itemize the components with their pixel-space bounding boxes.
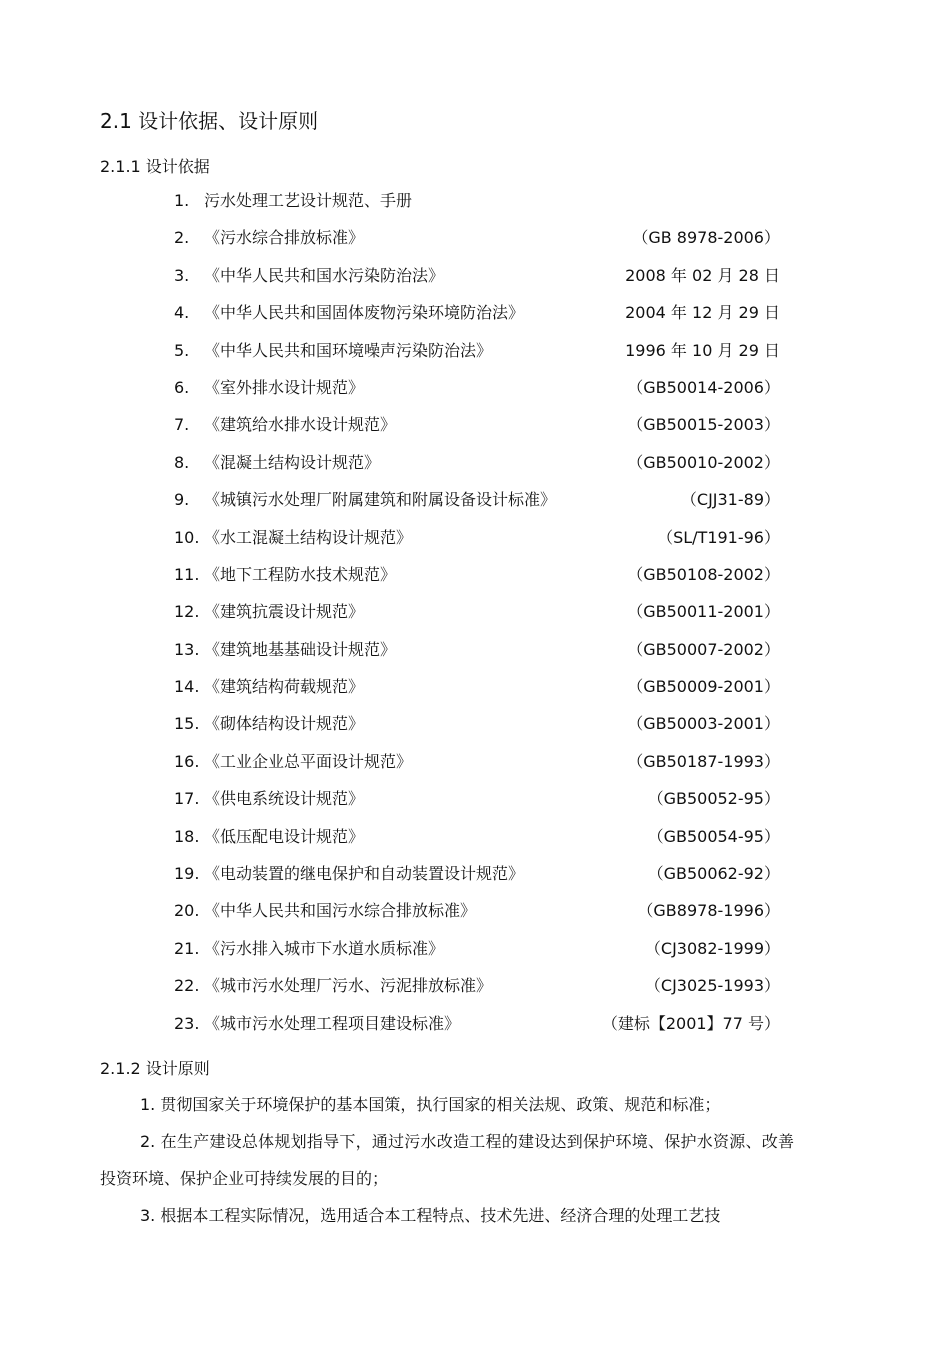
reference-number: 13. — [174, 639, 200, 659]
reference-number: 18. — [174, 826, 200, 846]
principle-item: 1. 贯彻国家关于环境保护的基本国策，执行国家的相关法规、政策、规范和标准； — [140, 1095, 721, 1114]
reference-standard: 2008 年 02 月 28 日 — [625, 265, 780, 285]
reference-title: 污水处理工艺设计规范、手册 — [204, 191, 413, 210]
reference-item — [0, 971, 950, 1008]
reference-list — [0, 186, 950, 1046]
principles-list — [100, 1086, 794, 1234]
reference-number: 15. — [174, 714, 200, 734]
reference-item — [0, 560, 950, 597]
reference-title: 《污水综合排放标准》 — [204, 228, 365, 248]
reference-number: 3. — [174, 265, 190, 285]
reference-item — [0, 298, 950, 335]
reference-title: 《水工混凝土结构设计规范》 — [204, 527, 413, 547]
reference-title: 《建筑抗震设计规范》 — [204, 602, 365, 622]
reference-item — [0, 223, 950, 260]
reference-number: 21. — [174, 938, 200, 958]
reference-title: 《城镇污水处理厂附属建筑和附属设备设计标准》 — [204, 490, 557, 510]
reference-standard: （GB50015-2003） — [627, 415, 780, 435]
reference-standard: （GB50187-1993） — [627, 751, 780, 771]
reference-title: 《中华人民共和国环境噪声污染防治法》 — [204, 340, 493, 360]
reference-title: 《地下工程防水技术规范》 — [204, 564, 397, 584]
reference-standard: （GB50054-95） — [647, 826, 780, 846]
reference-item — [0, 410, 950, 447]
reference-standard: （CJ3025-1993） — [644, 976, 780, 996]
reference-item — [0, 336, 950, 373]
design-principles-heading: 2.1.2 设计原则 — [100, 1059, 210, 1078]
reference-title: 《中华人民共和国固体废物污染环境防治法》 — [204, 303, 525, 323]
reference-number: 2. — [174, 228, 190, 248]
reference-item — [0, 747, 950, 784]
reference-item — [0, 934, 950, 971]
reference-item — [0, 1009, 950, 1046]
reference-number: 6. — [174, 377, 190, 397]
reference-standard: （GB50007-2002） — [627, 639, 780, 659]
design-basis-heading: 2.1.1 设计依据 — [100, 157, 210, 176]
reference-item — [0, 186, 950, 223]
reference-number: 20. — [174, 901, 200, 921]
reference-title: 《中华人民共和国污水综合排放标准》 — [204, 901, 477, 921]
reference-standard: （GB50011-2001） — [627, 602, 780, 622]
reference-item — [0, 485, 950, 522]
reference-item — [0, 672, 950, 709]
principle-item: 2. 在生产建设总体规划指导下，通过污水改造工程的建设达到保护环境、保护水资源、改善投资环境、保护企业可持续发展的目的； — [100, 1132, 794, 1188]
reference-number: 4. — [174, 303, 190, 323]
section-title: 2.1 设计依据、设计原则 — [100, 109, 319, 133]
principle-item: 3. 根据本工程实际情况，选用适合本工程特点、技术先进、经济合理的处理工艺技 — [140, 1206, 721, 1225]
reference-standard: 1996 年 10 月 29 日 — [625, 340, 780, 360]
reference-title: 《低压配电设计规范》 — [204, 826, 365, 846]
reference-number: 5. — [174, 340, 190, 360]
reference-standard: （SL/T191-96） — [657, 527, 780, 547]
reference-standard: （GB8978-1996） — [637, 901, 780, 921]
reference-title: 《砌体结构设计规范》 — [204, 714, 365, 734]
reference-item — [0, 709, 950, 746]
reference-standard: （GB50108-2002） — [627, 564, 780, 584]
reference-number: 7. — [174, 415, 190, 435]
reference-standard: （CJJ31-89） — [680, 490, 780, 510]
reference-title: 《污水排入城市下水道水质标准》 — [204, 938, 445, 958]
reference-standard: （GB50062-92） — [647, 864, 780, 884]
reference-standard: （CJ3082-1999） — [644, 938, 780, 958]
reference-title: 《城市污水处理厂污水、污泥排放标准》 — [204, 976, 493, 996]
reference-number: 9. — [174, 490, 190, 510]
reference-standard: （建标【2001】77 号） — [601, 1013, 780, 1033]
reference-title: 《建筑地基基础设计规范》 — [204, 639, 397, 659]
reference-title: 《城市污水处理工程项目建设标准》 — [204, 1013, 461, 1033]
reference-number: 10. — [174, 527, 200, 547]
reference-number: 16. — [174, 751, 200, 771]
reference-title: 《混凝土结构设计规范》 — [204, 452, 381, 472]
reference-standard: （GB50003-2001） — [627, 714, 780, 734]
reference-title: 《供电系统设计规范》 — [204, 789, 365, 809]
reference-item — [0, 822, 950, 859]
reference-title: 《室外排水设计规范》 — [204, 377, 365, 397]
reference-item — [0, 784, 950, 821]
reference-item — [0, 523, 950, 560]
reference-standard: （GB 8978-2006） — [632, 228, 780, 248]
reference-title: 《建筑结构荷载规范》 — [204, 677, 365, 697]
reference-number: 22. — [174, 976, 200, 996]
reference-standard: （GB50052-95） — [647, 789, 780, 809]
reference-standard: （GB50014-2006） — [627, 377, 780, 397]
reference-item — [0, 896, 950, 933]
reference-number: 11. — [174, 564, 200, 584]
reference-title: 《中华人民共和国水污染防治法》 — [204, 265, 445, 285]
reference-item — [0, 373, 950, 410]
reference-standard: （GB50010-2002） — [627, 452, 780, 472]
reference-standard: 2004 年 12 月 29 日 — [625, 303, 780, 323]
reference-item — [0, 448, 950, 485]
reference-item — [0, 635, 950, 672]
reference-number: 17. — [174, 789, 200, 809]
reference-item — [0, 261, 950, 298]
reference-item — [0, 859, 950, 896]
reference-title: 《建筑给水排水设计规范》 — [204, 415, 397, 435]
reference-item — [0, 597, 950, 634]
reference-number: 12. — [174, 602, 200, 622]
reference-number: 19. — [174, 864, 200, 884]
reference-title: 《工业企业总平面设计规范》 — [204, 751, 413, 771]
reference-number: 1. — [174, 191, 190, 210]
reference-number: 8. — [174, 452, 190, 472]
reference-title: 《电动装置的继电保护和自动装置设计规范》 — [204, 864, 525, 884]
reference-standard: （GB50009-2001） — [627, 677, 780, 697]
reference-number: 14. — [174, 677, 200, 697]
reference-number: 23. — [174, 1013, 200, 1033]
